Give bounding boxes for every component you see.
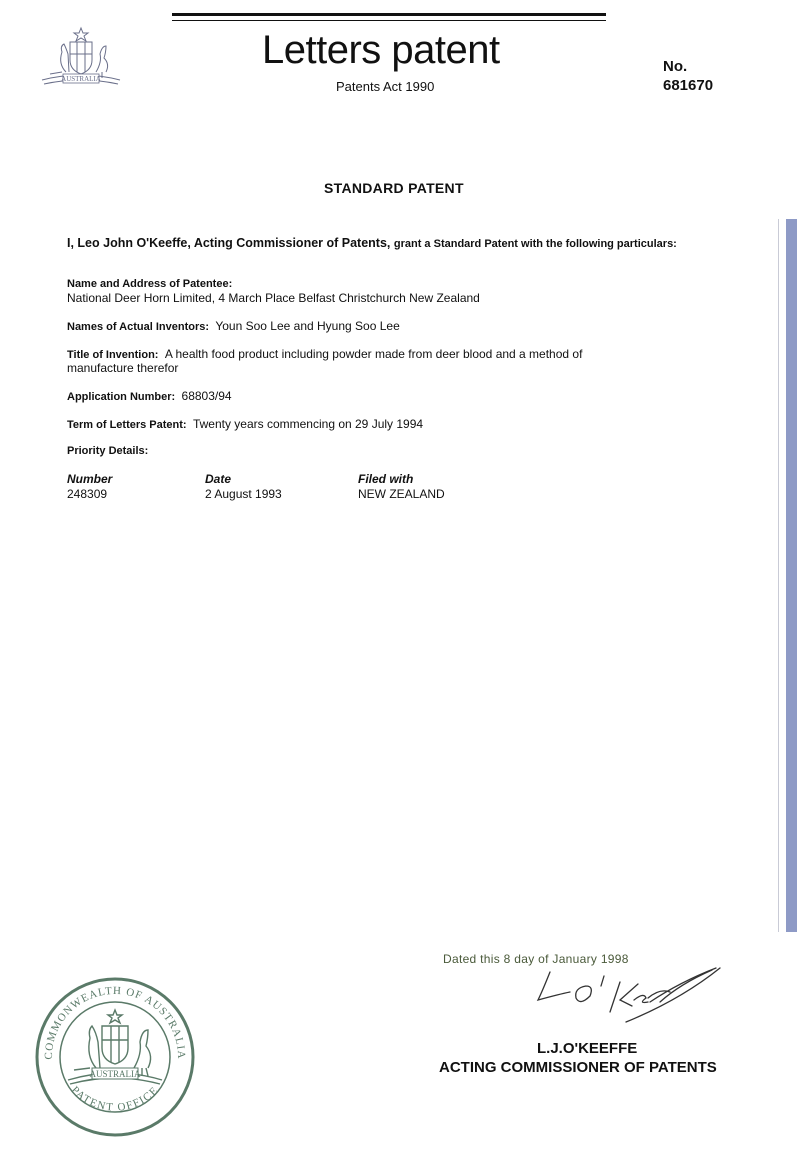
crest-banner-text: AUSTRALIA [61, 75, 101, 83]
patent-office-seal [34, 976, 196, 1138]
priority-cell-filed-with: NEW ZEALAND [358, 487, 445, 501]
seal-ring-top-text: COMMONWEALTH OF AUSTRALIA [42, 984, 188, 1060]
top-rule-thick [172, 13, 606, 16]
inventors-value: Youn Soo Lee and Hyung Soo Lee [215, 319, 400, 333]
priority-cell-date: 2 August 1993 [205, 487, 282, 501]
margin-stripe [786, 219, 797, 932]
priority-header-filed-with: Filed with [358, 472, 414, 486]
invention-row [67, 347, 747, 362]
dated-line: Dated this 8 day of January 1998 [443, 952, 629, 966]
inventors-row [67, 319, 400, 334]
inventors-label: Names of Actual Inventors: [67, 321, 210, 333]
priority-header-date: Date [205, 472, 232, 486]
intro-name: I, Leo John O'Keeffe, Acting Commissioner of Patents, [67, 236, 391, 250]
invention-value-line2: manufacture therefor [67, 361, 179, 375]
term-row [67, 417, 423, 432]
top-rule-thin [172, 20, 606, 21]
document-heading: STANDARD PATENT [324, 180, 464, 196]
application-row [67, 389, 232, 404]
application-label: Application Number: [67, 391, 176, 403]
patent-number-label: No. [663, 58, 688, 75]
priority-cell-number: 248309 [67, 487, 108, 501]
signer-title: ACTING COMMISSIONER OF PATENTS [439, 1059, 717, 1076]
seal-ring-bottom-text: PATENT OFFICE [68, 1084, 162, 1114]
coat-of-arms-crest [36, 24, 126, 88]
margin-stripe-edge [778, 219, 779, 932]
patent-number-value: 681670 [663, 77, 714, 94]
priority-header-number: Number [67, 472, 113, 486]
seal-banner-text: AUSTRALIA [89, 1069, 141, 1079]
intro-grant: grant a Standard Patent with the following particulars: [393, 238, 677, 250]
patentee-value: National Deer Horn Limited, 4 March Place Belfast Christchurch New Zealand [67, 291, 480, 305]
page-title: Letters patent [262, 28, 500, 72]
application-value: 68803/94 [181, 389, 232, 403]
page-subtitle: Patents Act 1990 [336, 79, 435, 94]
signer-name: L.J.O'KEEFFE [537, 1040, 638, 1057]
term-label: Term of Letters Patent: [67, 419, 187, 431]
patentee-label: Name and Address of Patentee: [67, 278, 233, 290]
invention-value-line1: A health food product including powder made from deer blood and a method of [164, 347, 583, 361]
invention-label: Title of Invention: [67, 349, 159, 361]
priority-label: Priority Details: [67, 445, 149, 457]
term-value: Twenty years commencing on 29 July 1994 [192, 417, 424, 431]
signature [530, 962, 730, 1032]
intro-paragraph [67, 236, 749, 251]
